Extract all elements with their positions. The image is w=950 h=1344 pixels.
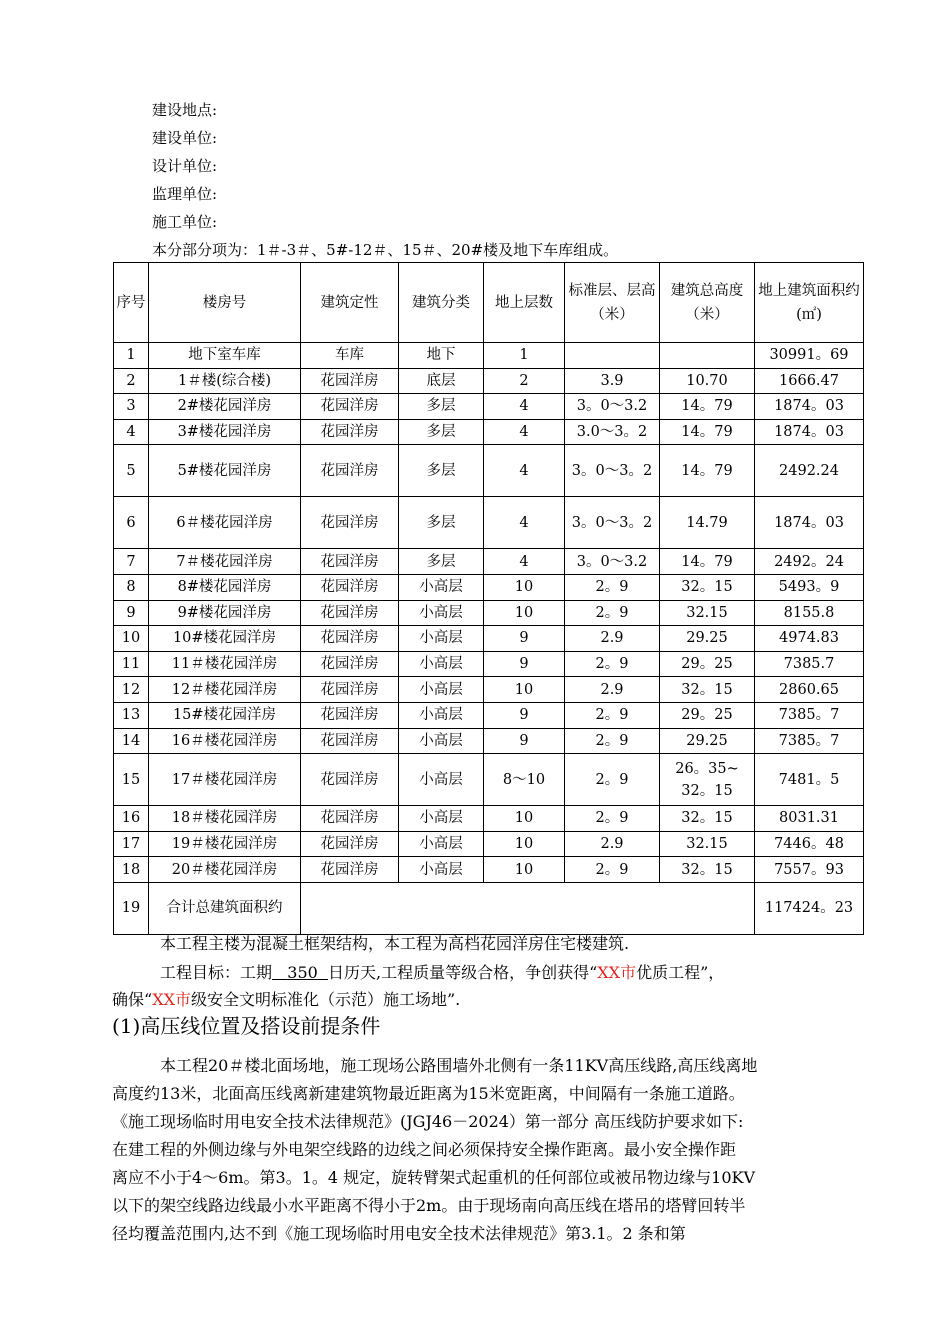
info-designer: 设计单位: — [152, 157, 218, 175]
table-row — [114, 677, 864, 703]
cell-building: 地下室车库 — [149, 343, 301, 369]
cell-total-height: 26。35~ 32。15 — [660, 754, 755, 806]
cell-no: 11 — [114, 651, 149, 677]
cell-building: 15#楼花园洋房 — [149, 702, 301, 728]
total-no: 19 — [114, 882, 149, 934]
building-table — [113, 262, 864, 935]
header-building: 楼房号 — [149, 263, 301, 343]
cell-building: 5#楼花园洋房 — [149, 445, 301, 497]
total-empty — [301, 882, 755, 934]
table-row — [114, 394, 864, 420]
cell-no: 15 — [114, 754, 149, 806]
cell-floors: 8～10 — [484, 754, 565, 806]
cell-total-height: 29。25 — [660, 702, 755, 728]
goal-city-2: XX市 — [152, 990, 191, 1009]
cell-building: 19＃楼花园洋房 — [149, 831, 301, 857]
header-height-std: 标准层、层高（米） — [565, 263, 660, 343]
goal-prefix: 工程目标：工期 — [160, 963, 273, 982]
cell-floors: 9 — [484, 702, 565, 728]
cell-area: 4974.83 — [755, 626, 864, 652]
cell-nature: 花园洋房 — [301, 702, 399, 728]
cell-no: 2 — [114, 368, 149, 394]
cell-total-height: 32.15 — [660, 600, 755, 626]
cell-nature: 车库 — [301, 343, 399, 369]
cell-area: 2492。24 — [755, 549, 864, 575]
table-row — [114, 728, 864, 754]
cell-total-height: 14。79 — [660, 549, 755, 575]
cell-category: 小高层 — [399, 626, 484, 652]
cell-floors: 10 — [484, 831, 565, 857]
cell-category: 多层 — [399, 445, 484, 497]
cell-height-std: 2。9 — [565, 702, 660, 728]
table-header-row — [114, 263, 864, 343]
cell-area: 7385。7 — [755, 702, 864, 728]
cell-total-height: 10.70 — [660, 368, 755, 394]
goal2-prefix: 确保“ — [112, 990, 153, 1009]
cell-floors: 10 — [484, 677, 565, 703]
cell-total-height — [660, 343, 755, 369]
total-area: 117424。23 — [755, 882, 864, 934]
cell-category: 小高层 — [399, 754, 484, 806]
goal-line — [160, 959, 724, 987]
cell-no: 10 — [114, 626, 149, 652]
cell-total-height: 29.25 — [660, 626, 755, 652]
paragraph-line-2: 高度约13米，北面高压线离新建建筑物最近距离为15米宽距离，中间隔有一条施工道路。 — [112, 1084, 745, 1103]
cell-building: 12＃楼花园洋房 — [149, 677, 301, 703]
cell-floors: 4 — [484, 445, 565, 497]
cell-area: 5493。9 — [755, 574, 864, 600]
goal-mid-2: 优质工程”， — [636, 963, 725, 982]
cell-height-std: 2。9 — [565, 600, 660, 626]
paragraph-line-6: 以下的架空线路边线最小水平距离不得小于2m。由于现场南向高压线在塔吊的塔臂回转半 — [112, 1196, 746, 1215]
cell-total-height: 29。25 — [660, 651, 755, 677]
cell-floors: 4 — [484, 549, 565, 575]
cell-total-height: 14。79 — [660, 419, 755, 445]
cell-category: 小高层 — [399, 677, 484, 703]
cell-nature: 花园洋房 — [301, 754, 399, 806]
cell-height-std: 3.0～3。2 — [565, 419, 660, 445]
cell-area: 7557。93 — [755, 857, 864, 883]
goal-city-1: XX市 — [597, 963, 637, 982]
cell-floors: 9 — [484, 728, 565, 754]
cell-floors: 4 — [484, 419, 565, 445]
cell-total-height: 32。15 — [660, 677, 755, 703]
cell-height-std: 2.9 — [565, 831, 660, 857]
cell-floors: 4 — [484, 394, 565, 420]
cell-area: 7481。5 — [755, 754, 864, 806]
cell-no: 9 — [114, 600, 149, 626]
goal-mid: 日历天,工程质量等级合格，争创获得“ — [328, 963, 598, 982]
cell-category: 小高层 — [399, 702, 484, 728]
cell-area: 1666.47 — [755, 368, 864, 394]
cell-height-std: 2。9 — [565, 806, 660, 832]
cell-height-std: 2。9 — [565, 857, 660, 883]
cell-building: 11＃楼花园洋房 — [149, 651, 301, 677]
cell-category: 多层 — [399, 419, 484, 445]
cell-total-height: 32。15 — [660, 574, 755, 600]
cell-no: 12 — [114, 677, 149, 703]
cell-area: 7446。48 — [755, 831, 864, 857]
cell-nature: 花园洋房 — [301, 806, 399, 832]
cell-no: 7 — [114, 549, 149, 575]
cell-building: 6＃楼花园洋房 — [149, 497, 301, 549]
cell-category: 多层 — [399, 497, 484, 549]
table-row — [114, 497, 864, 549]
cell-nature: 花园洋房 — [301, 497, 399, 549]
paragraph-line-1: 本工程20＃楼北面场地，施工现场公路围墙外北侧有一条11KV高压线路,高压线离地 — [160, 1056, 758, 1075]
cell-floors: 1 — [484, 343, 565, 369]
cell-floors: 9 — [484, 626, 565, 652]
cell-building: 16＃楼花园洋房 — [149, 728, 301, 754]
goal-days — [272, 963, 328, 982]
cell-height-std: 3。0～3。2 — [565, 445, 660, 497]
cell-building: 1＃楼(综合楼) — [149, 368, 301, 394]
info-builder: 建设单位: — [152, 129, 218, 147]
header-floors: 地上层数 — [484, 263, 565, 343]
cell-nature: 花园洋房 — [301, 445, 399, 497]
cell-no: 18 — [114, 857, 149, 883]
cell-area: 8155.8 — [755, 600, 864, 626]
cell-nature: 花园洋房 — [301, 857, 399, 883]
cell-building: 3#楼花园洋房 — [149, 419, 301, 445]
cell-total-height: 14。79 — [660, 394, 755, 420]
cell-height-std — [565, 343, 660, 369]
cell-building: 7＃楼花园洋房 — [149, 549, 301, 575]
cell-height-std: 2。9 — [565, 574, 660, 600]
cell-no: 8 — [114, 574, 149, 600]
goal2-suffix: 级安全文明标准化（示范）施工场地”. — [190, 990, 461, 1009]
cell-building: 10#楼花园洋房 — [149, 626, 301, 652]
cell-height-std: 2.9 — [565, 626, 660, 652]
info-location: 建设地点: — [152, 101, 218, 119]
table-row — [114, 831, 864, 857]
table-row — [114, 445, 864, 497]
cell-category: 小高层 — [399, 728, 484, 754]
cell-category: 小高层 — [399, 831, 484, 857]
cell-nature: 花园洋房 — [301, 728, 399, 754]
table-row — [114, 574, 864, 600]
header-total-height: 建筑总高度（米） — [660, 263, 755, 343]
header-category: 建筑分类 — [399, 263, 484, 343]
cell-no: 1 — [114, 343, 149, 369]
cell-building: 18＃楼花园洋房 — [149, 806, 301, 832]
cell-area: 1874。03 — [755, 497, 864, 549]
cell-building: 2#楼花园洋房 — [149, 394, 301, 420]
table-total-row — [114, 882, 864, 934]
info-scope: 本分部分项为：1＃-3＃、5#-12＃、15＃、20#楼及地下车库组成。 — [152, 241, 619, 259]
cell-area: 30991。69 — [755, 343, 864, 369]
cell-category: 多层 — [399, 394, 484, 420]
cell-nature: 花园洋房 — [301, 651, 399, 677]
table-row — [114, 549, 864, 575]
cell-floors: 9 — [484, 651, 565, 677]
info-constructor: 施工单位: — [152, 213, 218, 231]
cell-area: 1874。03 — [755, 394, 864, 420]
cell-category: 多层 — [399, 549, 484, 575]
cell-area: 2860.65 — [755, 677, 864, 703]
cell-building: 8#楼花园洋房 — [149, 574, 301, 600]
cell-nature: 花园洋房 — [301, 574, 399, 600]
cell-category: 小高层 — [399, 806, 484, 832]
cell-area: 7385.7 — [755, 651, 864, 677]
cell-area: 7385。7 — [755, 728, 864, 754]
cell-nature: 花园洋房 — [301, 368, 399, 394]
cell-height-std: 3.9 — [565, 368, 660, 394]
cell-area: 1874。03 — [755, 419, 864, 445]
cell-category: 小高层 — [399, 600, 484, 626]
cell-area: 2492.24 — [755, 445, 864, 497]
cell-category: 地下 — [399, 343, 484, 369]
cell-no: 5 — [114, 445, 149, 497]
header-nature: 建筑定性 — [301, 263, 399, 343]
cell-height-std: 3。0～3。2 — [565, 497, 660, 549]
goal-days-value: 350 — [287, 963, 318, 982]
cell-no: 13 — [114, 702, 149, 728]
structure-paragraph: 本工程主楼为混凝土框架结构，本工程为高档花园洋房住宅楼建筑. — [160, 934, 630, 953]
cell-height-std: 3。0～3.2 — [565, 394, 660, 420]
total-label: 合计总建筑面积约 — [149, 882, 301, 934]
table-body — [114, 343, 864, 935]
cell-nature: 花园洋房 — [301, 626, 399, 652]
cell-nature: 花园洋房 — [301, 677, 399, 703]
goal-line-2 — [112, 986, 460, 1014]
cell-no: 14 — [114, 728, 149, 754]
table-row — [114, 419, 864, 445]
table-row — [114, 600, 864, 626]
cell-category: 底层 — [399, 368, 484, 394]
cell-no: 16 — [114, 806, 149, 832]
cell-floors: 2 — [484, 368, 565, 394]
table-row — [114, 806, 864, 832]
cell-floors: 4 — [484, 497, 565, 549]
cell-no: 6 — [114, 497, 149, 549]
cell-total-height: 32。15 — [660, 857, 755, 883]
cell-nature: 花园洋房 — [301, 831, 399, 857]
table-row — [114, 343, 864, 369]
table-row — [114, 702, 864, 728]
info-supervisor: 监理单位: — [152, 185, 218, 203]
cell-height-std: 2。9 — [565, 754, 660, 806]
cell-height-std: 2。9 — [565, 728, 660, 754]
cell-building: 17＃楼花园洋房 — [149, 754, 301, 806]
cell-category: 小高层 — [399, 857, 484, 883]
paragraph-line-3: 《施工现场临时用电安全技术法律规范》(JGJ46－2024）第一部分 高压线防护要求如下: — [112, 1112, 744, 1131]
cell-total-height: 32.15 — [660, 831, 755, 857]
cell-no: 17 — [114, 831, 149, 857]
cell-total-height: 29.25 — [660, 728, 755, 754]
cell-building: 9#楼花园洋房 — [149, 600, 301, 626]
cell-total-height: 14。79 — [660, 445, 755, 497]
cell-category: 小高层 — [399, 651, 484, 677]
paragraph-line-7: 径均覆盖范围内,达不到《施工现场临时用电安全技术法律规范》第3.1。2 条和第 — [112, 1224, 686, 1243]
header-area: 地上建筑面积约(㎡) — [755, 263, 864, 343]
header-no: 序号 — [114, 263, 149, 343]
cell-nature: 花园洋房 — [301, 419, 399, 445]
table-row — [114, 754, 864, 806]
cell-building: 20＃楼花园洋房 — [149, 857, 301, 883]
section-heading: (1)高压线位置及搭设前提条件 — [112, 1014, 381, 1038]
cell-height-std: 2。9 — [565, 651, 660, 677]
cell-no: 3 — [114, 394, 149, 420]
cell-floors: 10 — [484, 574, 565, 600]
cell-nature: 花园洋房 — [301, 394, 399, 420]
paragraph-line-4: 在建工程的外侧边缘与外电架空线路的边线之间必须保持安全操作距离。最小安全操作距 — [112, 1140, 737, 1159]
cell-height-std: 2.9 — [565, 677, 660, 703]
cell-no: 4 — [114, 419, 149, 445]
cell-floors: 10 — [484, 806, 565, 832]
cell-nature: 花园洋房 — [301, 549, 399, 575]
cell-nature: 花园洋房 — [301, 600, 399, 626]
cell-category: 小高层 — [399, 574, 484, 600]
cell-height-std: 3。0～3.2 — [565, 549, 660, 575]
table-row — [114, 651, 864, 677]
cell-floors: 10 — [484, 600, 565, 626]
table-row — [114, 368, 864, 394]
table-row — [114, 626, 864, 652]
cell-area: 8031.31 — [755, 806, 864, 832]
paragraph-line-5: 离应不小于4～6m。第3。1。4 规定，旋转臂架式起重机的任何部位或被吊物边缘与10KV — [112, 1168, 756, 1187]
cell-total-height: 14.79 — [660, 497, 755, 549]
cell-floors: 10 — [484, 857, 565, 883]
cell-total-height: 32。15 — [660, 806, 755, 832]
table-row — [114, 857, 864, 883]
